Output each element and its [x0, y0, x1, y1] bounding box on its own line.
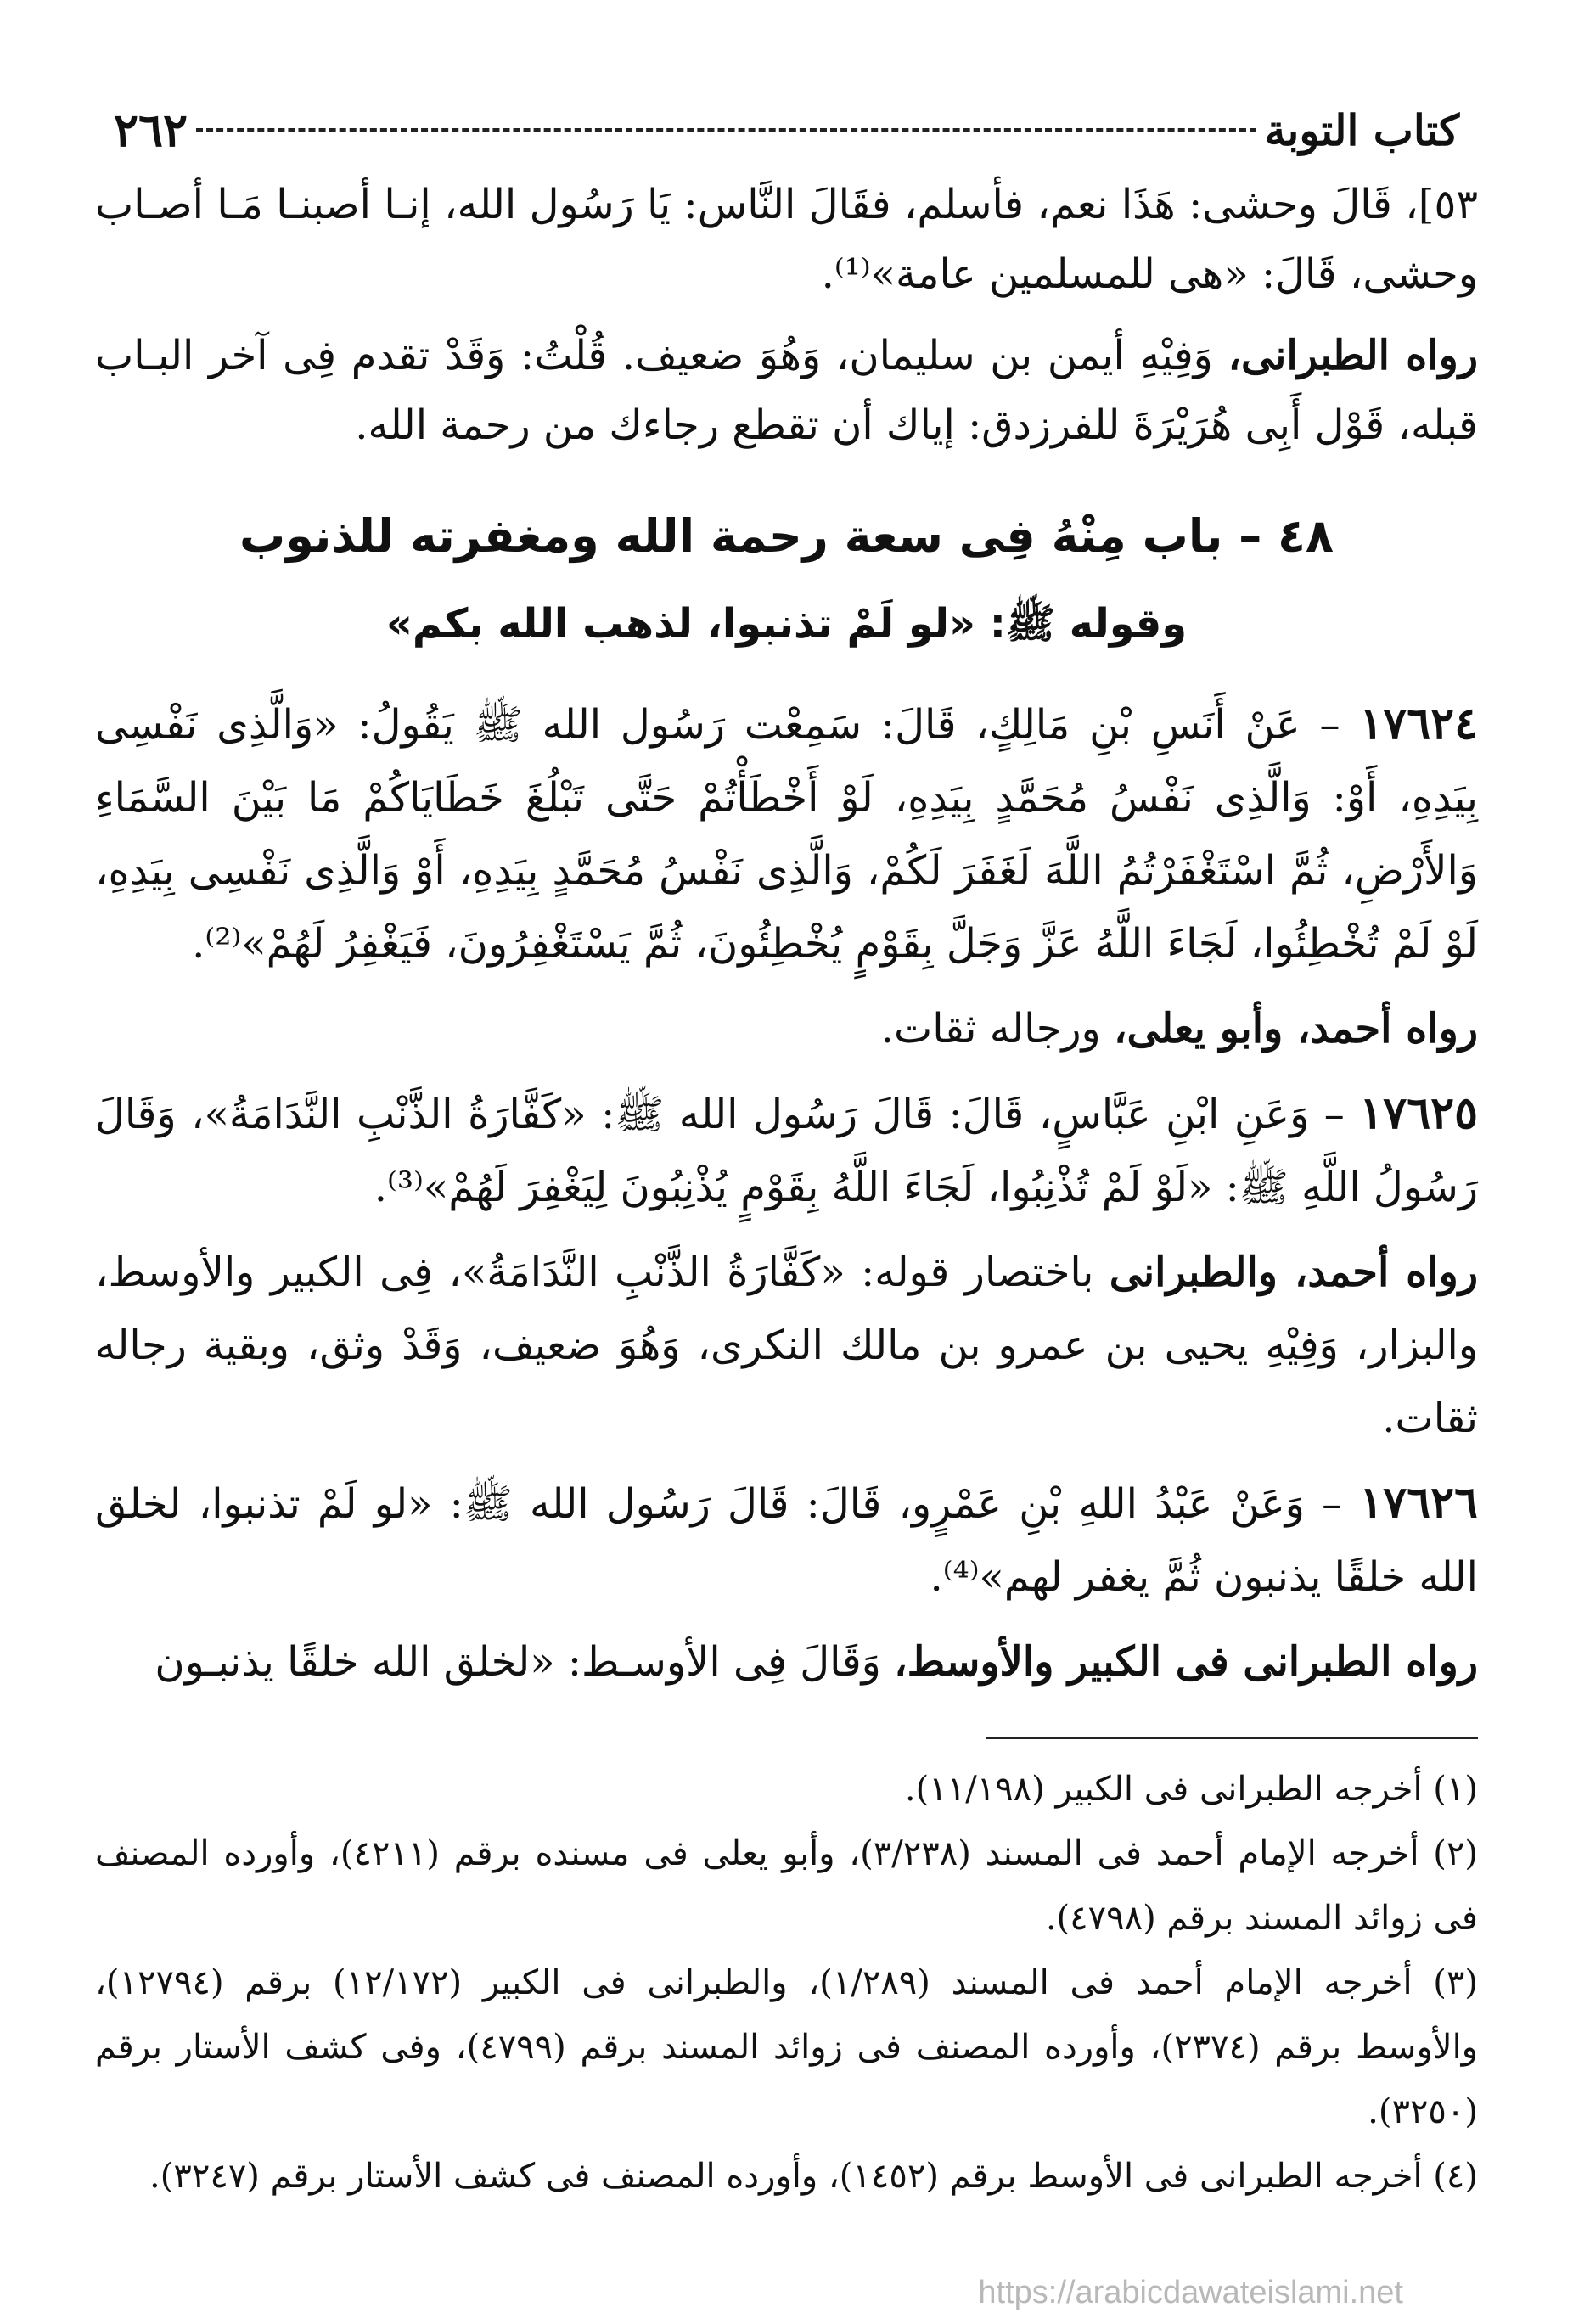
hadith-list [95, 688, 1478, 1698]
hadith-note-text: وَقَالَ فِى الأوسـط: «لخلق الله خلقًا يذنبـون [154, 1638, 895, 1686]
hadith-text: – وَعَنْ عَبْدُ اللهِ بْنِ عَمْرٍو، قَالَ: قَالَ رَسُول الله ﷺ: «لو لَمْ تذنبوا، لخلق الله خلقًا يذنبون ثُمَّ يغفر لهم»⁽⁴⁾. [95, 1480, 1478, 1601]
narration-text: وَفِيْهِ أيمن بن سليمان، وَهُوَ ضعيف. قُلْتُ: وَقَدْ تقدم فِى آخر البـاب قبله، قَوْل أَبِى هُرَيْرَةَ للفرزدق: إياك أن تقطع رجاءك من رحمة الله. [95, 332, 1478, 449]
hadith-note [95, 1236, 1478, 1455]
top-section [95, 170, 1478, 460]
footnotes [95, 1757, 1478, 2209]
footnote-1: (١) أخرجه الطبرانى فى الكبير (١١/١٩٨). [904, 1770, 1478, 1809]
hadith-note-lead: رواه أحمد، والطبرانى [1109, 1249, 1478, 1296]
hadith-note [95, 1625, 1478, 1698]
hadith-17624 [95, 688, 1478, 980]
hadith-note-lead: رواه أحمد، وأبو يعلى، [1114, 1005, 1478, 1053]
footnote-4: (٤) أخرجه الطبرانى فى الأوسط برقم (١٤٥٢)، وأورده المصنف فى كشف الأستار برقم (٣٢٤٧). [149, 2157, 1478, 2196]
page-number: ٢٦٢ [114, 103, 188, 157]
footnote-2: (٢) أخرجه الإمام أحمد فى المسند (٣/٢٣٨)، وأبو يعلى فى مسنده برقم (٤٢١١)، وأورده المصنف فى زوائد المسند برقم (٤٧٩٨). [95, 1834, 1479, 1938]
hadith-text: – وَعَنِ ابْنِ عَبَّاسٍ، قَالَ: قَالَ رَسُول الله ﷺ: «كَفَّارَةُ الذَّنْبِ النَّدَامَةُ»، وَقَالَ رَسُولُ اللَّهِ ﷺ: «لَوْ لَمْ تُذْنِبُوا، لَجَاءَ اللَّهُ بِقَوْمٍ يُذْنِبُونَ لِيَغْفِرَ لَهُمْ»⁽³⁾. [95, 1091, 1478, 1211]
hadith-17626 [95, 1467, 1478, 1614]
book-title: كتاب التوبة [1264, 104, 1459, 155]
footnote-separator [986, 1737, 1478, 1739]
hadith-number: ١٧٦٢٦ [1359, 1477, 1478, 1529]
header-dashed-rule [196, 128, 1256, 132]
page-header [102, 100, 1471, 160]
paragraph-wahshi: ٥٣]، قَالَ وحشى: هَذَا نعم، فأسلم، فقَالَ النَّاس: يَا رَسُول الله، إنـا أصبنـا مَـا أصـاب وحشى، قَالَ: «هى للمسلمين عامة»⁽¹⁾. [95, 181, 1478, 298]
hadith-note-text: ورجاله ثقات. [880, 1005, 1114, 1053]
hadith-number: ١٧٦٢٥ [1359, 1087, 1478, 1139]
hadith-number: ١٧٦٢٤ [1359, 698, 1478, 749]
chapter-title: ٤٨ – باب مِنْهُ فِى سعة رحمة الله ومغفرته للذنوب [239, 509, 1334, 563]
footnote-3: (٣) أخرجه الإمام أحمد فى المسند (١/٢٨٩)، والطبرانى فى الكبير (١٢/١٧٢) برقم (١٢٧٩٤)، والأوسط برقم (٢٣٧٤)، وأورده المصنف فى زوائد المسند برقم (٤٧٩٩)، وفى كشف الأستار برقم (٣٢٥٠). [95, 1963, 1479, 2131]
hadith-text: – عَنْ أَنَسِ بْنِ مَالِكٍ، قَالَ: سَمِعْت رَسُول الله ﷺ يَقُولُ: «وَالَّذِى نَفْسِى بِيَدِهِ، أَوْ: وَالَّذِى نَفْسُ مُحَمَّدٍ بِيَدِهِ، لَوْ أَخْطَأْتُمْ حَتَّى تَبْلُغَ خَطَايَاكُمْ مَا بَيْنَ السَّمَاءِ وَالأَرْضِ، ثُمَّ اسْتَغْفَرْتُمُ اللَّهَ لَغَفَرَ لَكُمْ، وَالَّذِى نَفْسُ مُحَمَّدٍ بِيَدِهِ، أَوْ وَالَّذِى نَفْسِى بِيَدِهِ، لَوْ لَمْ تُخْطِئُوا، لَجَاءَ اللَّهُ عَزَّ وَجَلَّ بِقَوْمٍ يُخْطِئُونَ، ثُمَّ يَسْتَغْفِرُونَ، فَيَغْفِرُ لَهُمْ»⁽²⁾. [95, 701, 1478, 968]
hadith-17625 [95, 1077, 1478, 1224]
hadith-note [95, 992, 1478, 1065]
hadith-note-lead: رواه الطبرانى فى الكبير والأوسط، [894, 1638, 1478, 1686]
narration-lead: رواه الطبرانى، [1228, 332, 1478, 379]
hadith-note-text: باختصار قوله: «كَفَّارَةُ الذَّنْبِ النَّدَامَةُ»، فِى الكبير والأوسط، والبزار، وَفِيْهِ يحيى بن عمرو بن مالك النكرى، وَهُوَ ضعيف، وَقَدْ وثق، وبقية رجاله ثقات. [95, 1249, 1478, 1442]
chapter-subtitle: وقوله ﷺ: «لو لَمْ تذنبوا، لذهب الله بكم» [385, 600, 1188, 648]
watermark-url: https://arabicdawateislami.net [978, 2275, 1403, 2310]
paragraph-narration-note [95, 321, 1478, 460]
